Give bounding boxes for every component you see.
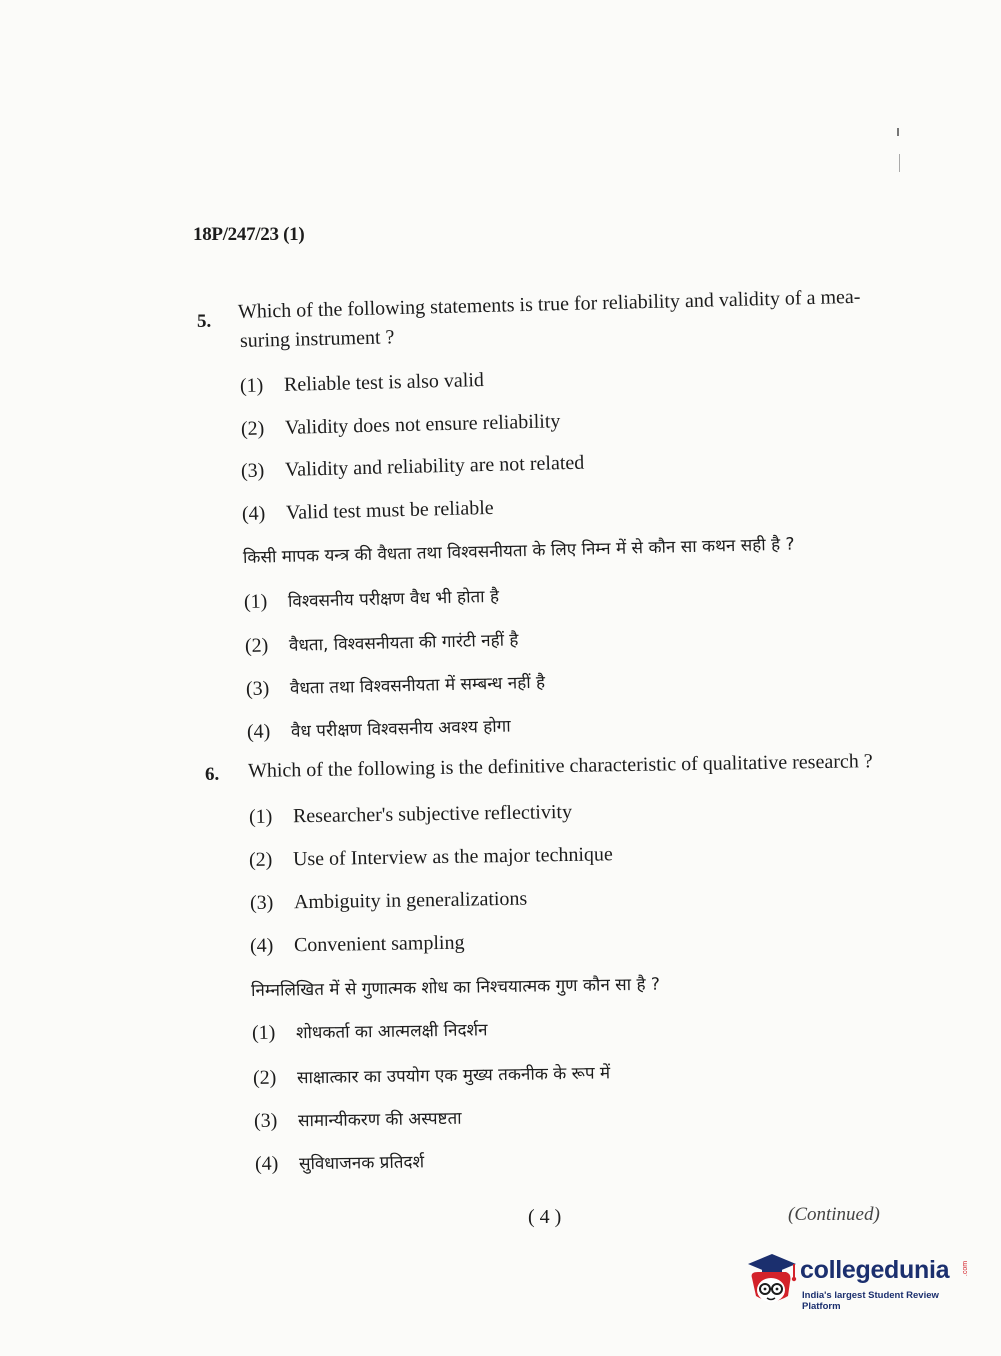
logo-tagline: India's largest Student Review Platform — [802, 1290, 939, 1312]
q6-option-2-text: Use of Interview as the major technique — [292, 843, 614, 871]
q6-option-3-text: Ambiguity in generalizations — [293, 887, 528, 914]
q6-hindi-option-2-number: (2) — [252, 1066, 277, 1089]
q5-option-2-number: (2) — [240, 417, 265, 440]
q6-hindi-option-3-text: सामान्यीकरण की अस्पष्टता — [297, 1108, 462, 1132]
question-5-text: Which of the following statements is true for reliability and validity of a mea- — [237, 285, 861, 323]
question-5-number: 5. — [197, 311, 212, 332]
q5-hindi-option-1 — [244, 584, 500, 614]
q5-hindi-option-4 — [247, 714, 511, 744]
q5-option-1-number: (1) — [239, 374, 264, 397]
q5-hindi-option-1-text: विश्वसनीय परीक्षण वैध भी होता है — [287, 586, 500, 612]
q5-hindi-option-2-text: वैधता, विश्वसनीयता की गारंटी नहीं है — [288, 630, 519, 656]
q5-option-1-text: Reliable test is also valid — [283, 369, 485, 396]
q5-hindi-option-3-text: वैधता तथा विश्वसनीयता में सम्बन्ध नहीं है — [289, 672, 546, 699]
q5-option-3-text: Validity and reliability are not related — [284, 451, 585, 481]
q5-hindi-option-2 — [245, 627, 519, 658]
q6-option-3 — [250, 888, 528, 915]
q6-hindi-option-2-text: साक्षात्कार का उपयोग एक मुख्य तकनीक के रूप में — [296, 1063, 611, 1089]
q6-option-1-number: (1) — [248, 805, 273, 828]
q5-hindi-option-3 — [246, 670, 546, 701]
q6-option-1 — [249, 801, 572, 829]
q5-hindi-option-4-number: (4) — [246, 720, 271, 743]
q6-hindi-option-2 — [253, 1060, 610, 1090]
q5-option-3 — [241, 452, 585, 483]
q5-hindi-option-3-number: (3) — [245, 677, 270, 700]
logo-wordmark: collegedunia — [800, 1256, 950, 1284]
q6-option-1-text: Researcher's subjective reflectivity — [292, 800, 573, 828]
q6-option-2 — [249, 843, 613, 872]
margin-mark — [899, 154, 900, 172]
collegedunia-logo[interactable] — [742, 1250, 972, 1314]
question-6-number: 6. — [205, 764, 220, 785]
graduate-mascot-icon — [742, 1250, 800, 1310]
q5-option-1 — [240, 369, 484, 398]
question-6-text: Which of the following is the definitive characteristic of qualitative research ? — [247, 750, 873, 782]
question-6-hindi-text: निम्नलिखित में से गुणात्मक शोध का निश्चयात्मक गुण कौन सा है ? — [250, 974, 661, 1001]
q5-hindi-option-4-text: वैध परीक्षण विश्वसनीय अवश्य होगा — [290, 716, 511, 742]
q5-option-4-text: Valid test must be reliable — [285, 496, 494, 524]
q6-hindi-option-3-number: (3) — [253, 1109, 278, 1132]
question-5-hindi-text: किसी मापक यन्त्र की वैधता तथा विश्वसनीयता के लिए निम्न में से कौन सा कथन सही है ? — [242, 534, 795, 568]
q5-option-4-number: (4) — [241, 502, 266, 525]
logo-dotcom: .com — [962, 1260, 970, 1277]
continued-label: (Continued) — [788, 1204, 880, 1225]
q5-hindi-option-1-number: (1) — [243, 590, 268, 613]
q6-hindi-option-4-text: सुविधाजनक प्रतिदर्श — [298, 1152, 425, 1175]
q6-option-4-number: (4) — [249, 934, 274, 957]
q5-hindi-option-2-number: (2) — [244, 634, 269, 657]
q5-option-2 — [241, 410, 561, 441]
q6-hindi-option-1-text: शोधकर्ता का आत्मलक्षी निदर्शन — [295, 1020, 488, 1044]
q6-option-4 — [250, 932, 465, 958]
q5-option-2-text: Validity does not ensure reliability — [284, 410, 561, 439]
q6-option-4-text: Convenient sampling — [293, 931, 465, 957]
q6-hindi-option-1-number: (1) — [251, 1021, 276, 1044]
q6-hindi-option-1 — [252, 1017, 488, 1045]
margin-mark — [897, 128, 899, 136]
paper-code: 18P/247/23 (1) — [193, 224, 305, 245]
q6-hindi-option-4 — [255, 1149, 424, 1176]
q6-option-3-number: (3) — [249, 891, 274, 914]
page-number: ( 4 ) — [528, 1206, 562, 1228]
q5-option-3-number: (3) — [240, 459, 265, 482]
q6-hindi-option-4-number: (4) — [254, 1152, 279, 1175]
question-5-text-cont: suring instrument ? — [239, 326, 395, 352]
q6-hindi-option-3 — [254, 1106, 462, 1133]
q6-option-2-number: (2) — [248, 848, 273, 871]
q5-option-4 — [242, 497, 494, 526]
